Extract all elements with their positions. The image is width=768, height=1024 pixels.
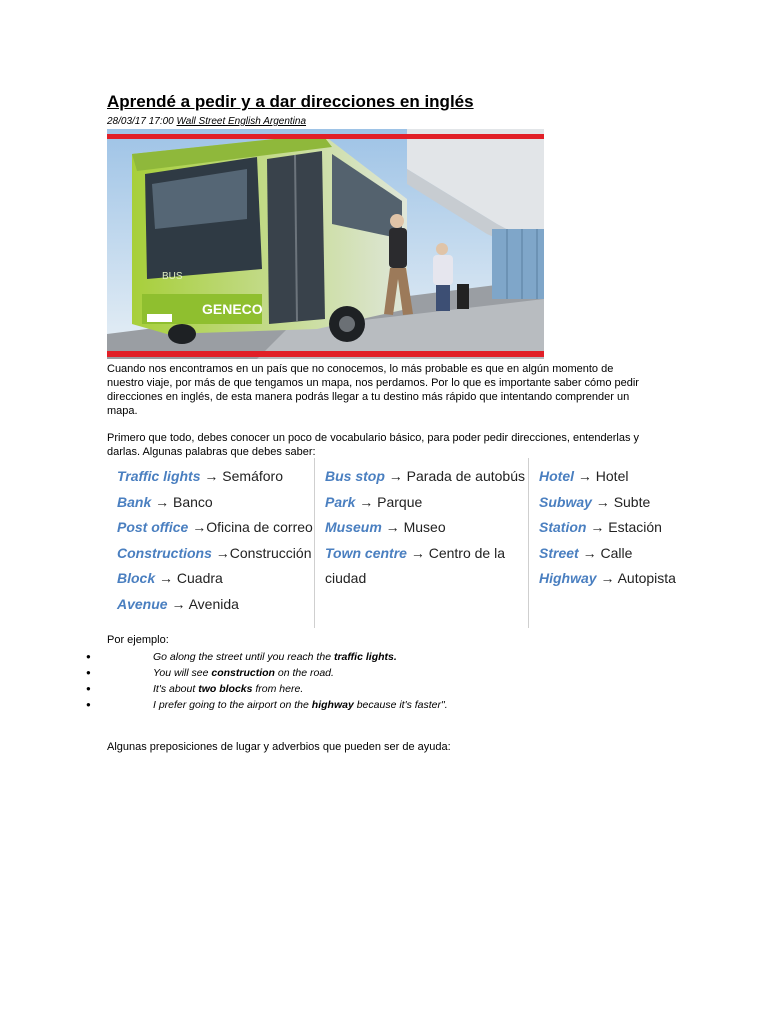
vocab-row: Station → Estación bbox=[539, 519, 662, 535]
vocab-row: Street → Calle bbox=[539, 544, 633, 561]
vocab-row: Constructions →Construcción bbox=[117, 544, 312, 561]
bus-side-text: BUS bbox=[162, 271, 183, 282]
prepositions-intro: Algunas preposiciones de lugar y adverbios que pueden ser de ayuda: bbox=[107, 741, 451, 753]
bullet-icon: ● bbox=[86, 684, 91, 693]
article-title: Aprendé a pedir y a dar direcciones en inglés bbox=[107, 92, 474, 111]
vocab-row: Bus stop → Parada de autobús bbox=[325, 468, 525, 484]
examples-label: Por ejemplo: bbox=[107, 634, 169, 646]
author-link[interactable]: Wall Street English Argentina bbox=[176, 116, 307, 127]
bullet-icon: ● bbox=[86, 652, 91, 661]
vocab-row: Hotel → Hotel bbox=[539, 468, 629, 484]
vocab-row: Town centre → Centro de la ciudad bbox=[325, 544, 505, 586]
bus-brand-text: GENECO bbox=[202, 301, 263, 317]
article-meta bbox=[107, 116, 306, 127]
vocab-row: Post office →Oficina de correo bbox=[117, 519, 313, 535]
vocab-row: Avenue → Avenida bbox=[117, 595, 239, 612]
vocab-row: Museum → Museo bbox=[325, 519, 446, 535]
article-date: 28/03/17 17:00 bbox=[107, 116, 174, 127]
bullet-icon: ● bbox=[86, 700, 91, 709]
vocab-row: Block → Cuadra bbox=[117, 570, 223, 586]
intro-paragraph: Cuando nos encontramos en un país que no conocemos, lo más probable es que en algún momento de nuestro viaje, por más de que tengamos un mapa, nos perdamos. Por lo que es importante saber cómo pedir direcciones en inglés, de esta manera podrás llegar a tu destino más rápido que intentando comprender un mapa. bbox=[107, 363, 639, 417]
vocab-intro-paragraph: Primero que todo, debes conocer un poco de vocabulario básico, para poder pedir direcciones, entenderlas y darlas. Algunas palabras que debes saber: bbox=[107, 432, 639, 458]
vocab-row: Highway → Autopista bbox=[539, 570, 676, 586]
vocab-row: Park → Parque bbox=[325, 493, 423, 510]
vocab-row: Traffic lights → Semáforo bbox=[117, 468, 283, 484]
vocabulary-column-3 bbox=[528, 458, 684, 628]
vocabulary-column-2 bbox=[314, 458, 528, 628]
bus-photo bbox=[107, 129, 544, 359]
vocab-row: Subway → Subte bbox=[539, 493, 651, 510]
vocab-row: Bank → Banco bbox=[117, 493, 213, 510]
bullet-icon: ● bbox=[86, 668, 91, 677]
vocabulary-column-1 bbox=[107, 458, 314, 628]
bus-photo-icon bbox=[107, 129, 544, 359]
vocabulary-table bbox=[107, 458, 684, 628]
